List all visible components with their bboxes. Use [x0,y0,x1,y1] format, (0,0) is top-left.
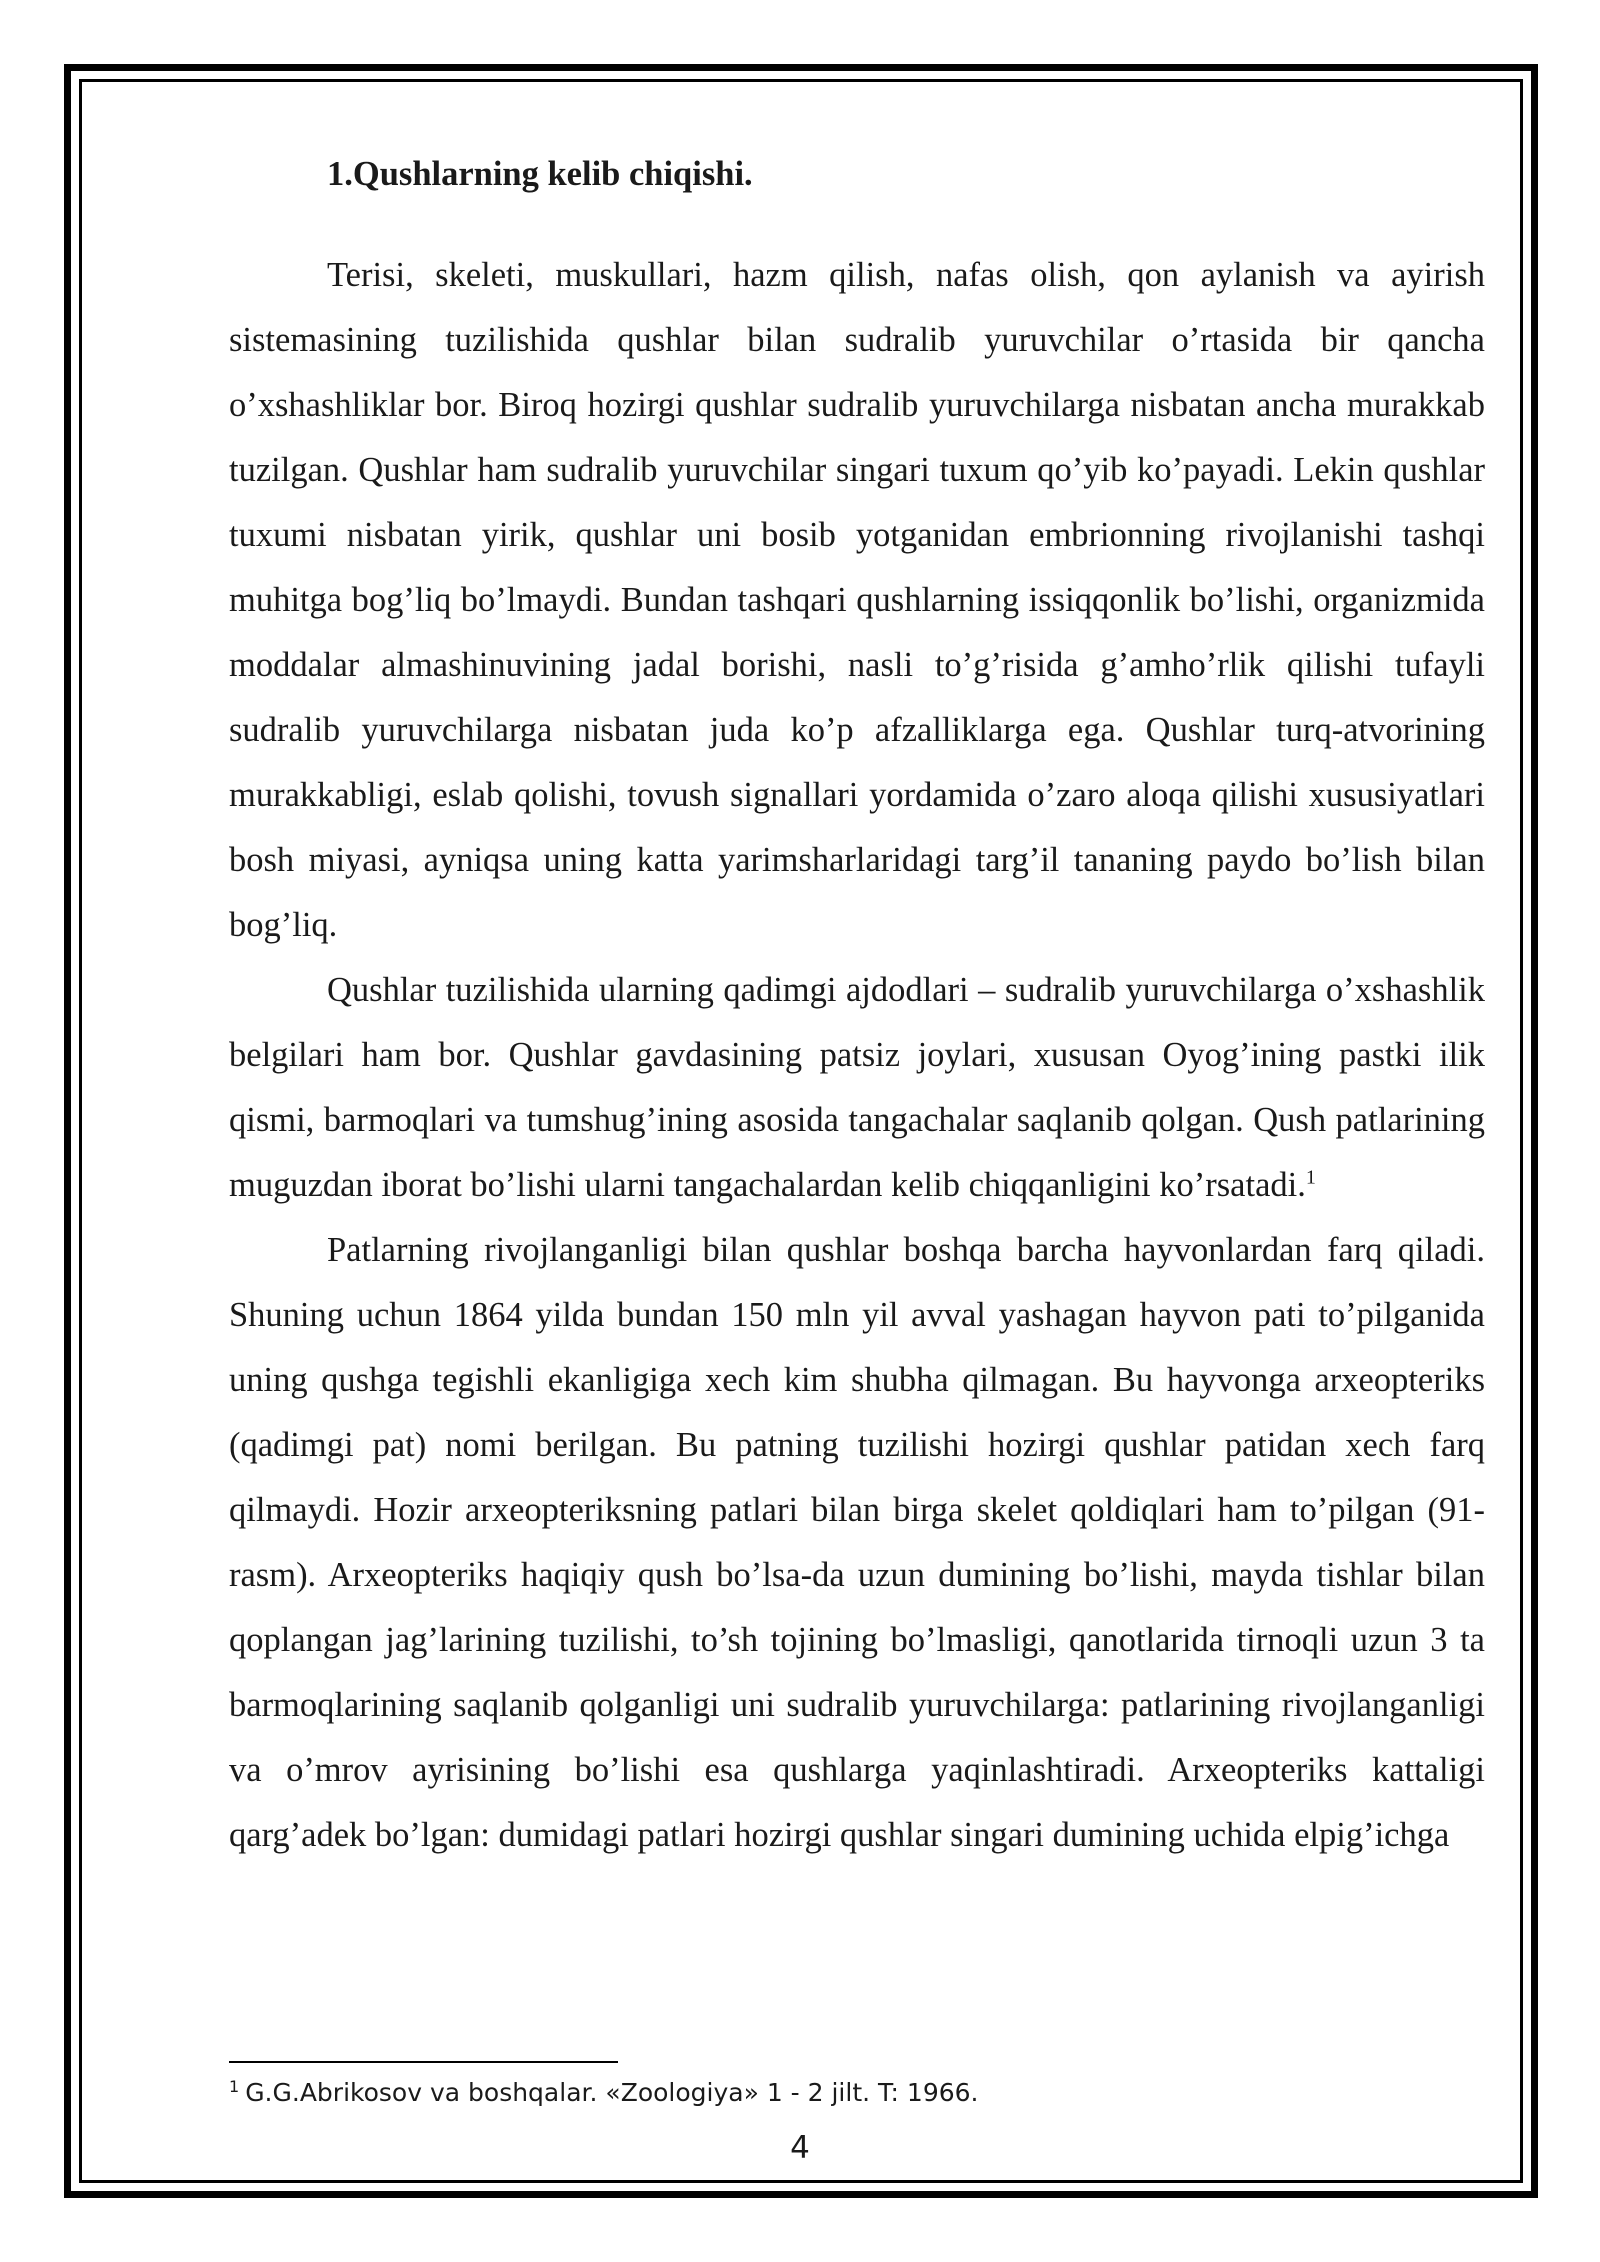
paragraph-2 [229,958,1485,1218]
footnote-text: G.G.Abrikosov va boshqalar. «Zoologiya» 1 - 2 jilt. T: 1966. [245,2078,979,2107]
paragraph-1: Terisi, skeleti, muskullari, hazm qilish, nafas olish, qon aylanish va ayirish sistemasining tuzilishida qushlar bilan sudralib yuruvchilar o’rtasida bir qancha o’xshashliklar bor. Biroq hozirgi qushlar sudralib yuruvchilarga nisbatan ancha murakkab tuzilgan. Qushlar ham sudralib yuruvchilar singari tuxum qo’yib ko’payadi. Lekin qushlar tuxumi nisbatan yirik, qushlar uni bosib yotganidan embrionning rivojlanishi tashqi muhitga bog’liq bo’lmaydi. Bundan tashqari qushlarning issiqqonlik bo’lishi, organizmida moddalar almashinuvining jadal borishi, nasli to’g’risida g’amho’rlik qilishi tufayli sudralib yuruvchilarga nisbatan juda ko’p afzalliklarga ega. Qushlar turq-atvorining murakkabligi, eslab qolishi, tovush signallari yordamida o’zaro aloqa qilishi xususiyatlari bosh miyasi, ayniqsa uning katta yarimsharlaridagi targ’il tananing paydo bo’lish bilan bog’liq. [229,256,1485,944]
section-heading: 1.Qushlarning kelib chiqishi. [327,155,753,193]
page-number: 4 [790,2130,810,2166]
paragraph-3: Patlarning rivojlanganligi bilan qushlar boshqa barcha hayvonlardan farq qiladi. Shuning uchun 1864 yilda bundan 150 mln yil avval yashagan hayvon pati to’pilganida uning qushga tegishli ekanligiga xech kim shubha qilmagan. Bu hayvonga arxeopteriks (qadimgi pat) nomi berilgan. Bu patning tuzilishi hozirgi qushlar patidan xech farq qilmaydi. Hozir arxeopteriksning patlari bilan birga skelet qoldiqlari ham to’pilgan (91- rasm). Arxeopteriks haqiqiy qush bo’lsa-da uzun dumining bo’lishi, mayda tishlar bilan qoplangan jag’larining tuzilishi, to’sh tojining bo’lmasligi, qanotlarida tirnoqli uzun 3 ta barmoqlarining saqlanib qolganligi uni sudralib yuruvchilarga: patlarining rivojlanganligi va o’mrov ayrisining bo’lishi esa qushlarga yaqinlashtiradi. Arxeopteriks kattaligi qarg’adek bo’lgan: dumidagi patlari hozirgi qushlar singari dumining uchida elpig’ichga [229,1231,1485,1854]
footnote-reference[interactable]: 1 [1305,1166,1316,1189]
paragraph-2-text: Qushlar tuzilishida ularning qadimgi ajdodlari – sudralib yuruvchilarga o’xshashlik belgilari ham bor. Qushlar gavdasining patsiz joylari, xususan Oyog’ining pastki ilik qismi, barmoqlari va tumshug’ining asosida tangachalar saqlanib qolgan. Qush patlarining muguzdan iborat bo’lishi ularni tangachalardan kelib chiqqanligini ko’rsatadi. [229,971,1485,1204]
document-body [229,142,1485,1868]
footnote-separator [229,2061,618,2063]
footnote-mark: 1 [229,2076,240,2096]
heading-spacer [229,207,1485,243]
footnote [229,2078,979,2107]
